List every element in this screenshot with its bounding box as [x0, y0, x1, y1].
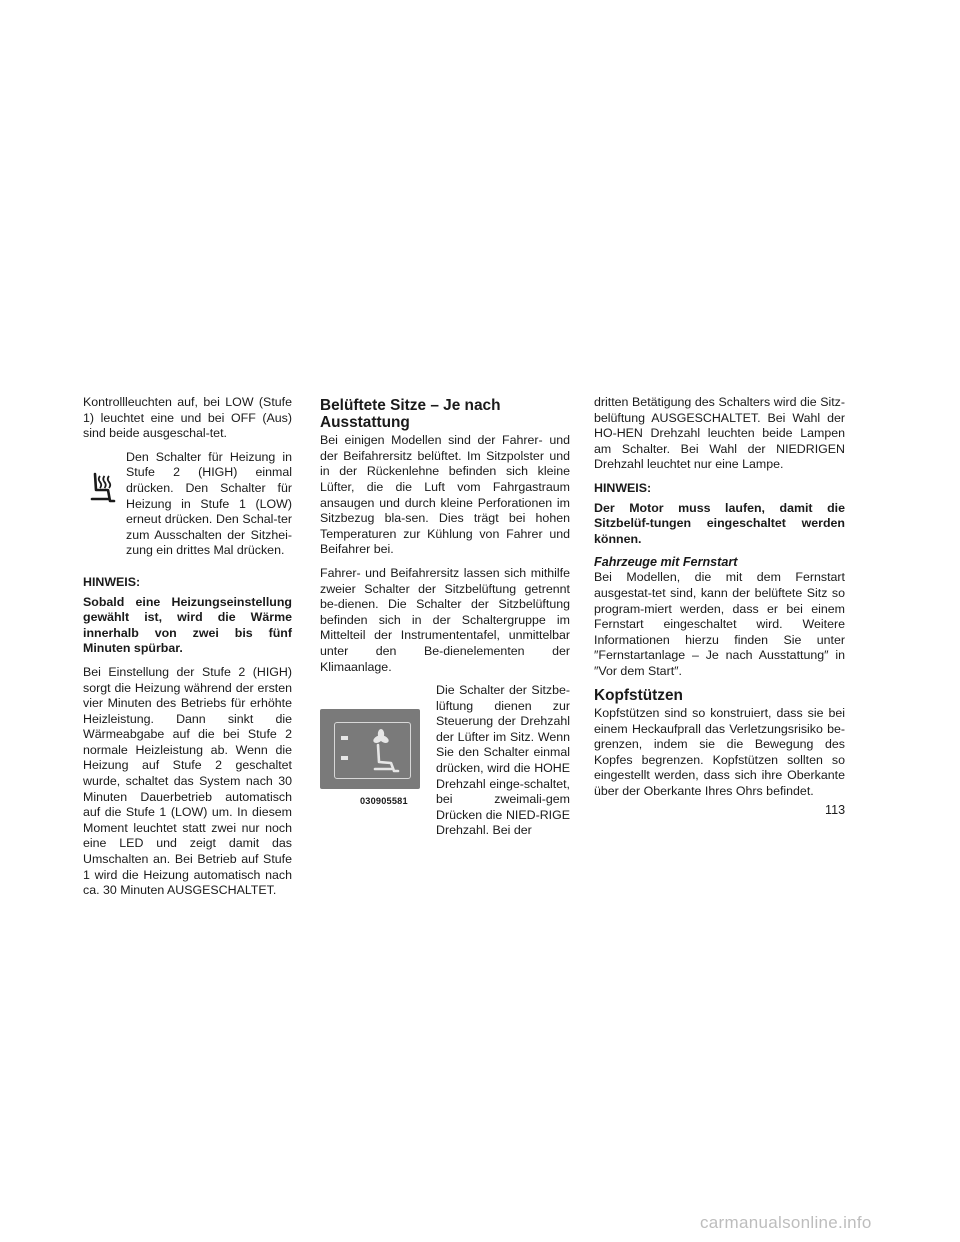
ventilated-seats-paragraph-1: Bei einigen Modellen sind der Fahrer- und der Beifahrersitz belüftet. Im Sitzpolster und in der Rückenlehne befinden sich kleine Lüfter, die die Luft vom Fahrgastraum ansaugen und durch kleine Perforationen im Sitzbezug bla-sen. Dies trägt bei hohen Temperaturen zur Kühlung von Fahrer und Beifahrer bei.: [320, 433, 570, 557]
seat-vent-figure-block: [320, 683, 570, 839]
high-level-paragraph: Bei Einstellung der Stufe 2 (HIGH) sorgt die Heizung während der ersten vier Minuten des Betriebs für erhöhte Heizleistung. Dann sinkt die Wärmeabgabe auf die bei Stufe 2 normale Heizleistung ab. Wenn die Heizung auf Stufe 2 geschaltet wurde, schaltet das System nach 30 Minuten Dauerbetrieb automatisch auf die Stufe 1 (LOW) um. In diesem Moment leuchtet statt zwei nur noch eine LED und zeigt damit das Umschalten an. Bei Betrieb auf Stufe 1 wird die Heizung automatisch nach ca. 30 Minuten AUSGESCHALTET.: [83, 664, 292, 898]
note-text-2: Der Motor muss laufen, damit die Sitzbelüf-tungen eingeschaltet werden können.: [594, 500, 845, 546]
switch-face: [334, 722, 411, 779]
section-heading-head-restraints: Kopfstützen: [594, 686, 683, 704]
seat-vent-text: Die Schalter der Sitzbe-lüftung dienen zur Steuerung der Drehzahl der Lüfter im Sitz. Wenn Sie den Schalter einmal drücken, wird die HOHE Drehzahl einge-schaltet, bei zweimali-gem Drücken die NIED-RIGE Drehzahl. Bei der: [436, 683, 570, 838]
ventilated-seats-paragraph-2: Fahrer- und Beifahrersitz lassen sich mithilfe zweier Schalter der Sitzbelüftung getrennt be-dienen. Die Schalter der Sitzbelüftung befinden sich in der Schaltergruppe im Mittelteil der Instrumententafel, unmittelbar unter den Be-dienelementen der Klimaanlage.: [320, 565, 570, 674]
seat-vent-text-wrap: [426, 683, 570, 839]
note-label-2: HINWEIS:: [594, 480, 652, 495]
heated-seat-icon-wrap: [83, 450, 122, 504]
watermark: carmanualsonline.info: [700, 1213, 872, 1232]
seat-outline-icon: [378, 745, 398, 771]
fan-seat-icon: [335, 723, 410, 778]
seat-vent-figure: [320, 683, 426, 810]
sub-heading-remote-start: Fahrzeuge mit Fernstart: [594, 555, 738, 570]
head-restraints-paragraph: Kopfstützen sind so konstruiert, dass sie bei einem Heckaufprall das Verletzungsrisiko be-grenzen, indem sie die Bewegung des Kopfes begrenzen. Kopfstützen sollten so eingestellt werden, dass sich ihre Oberkante über der Oberkante Ihres Ohrs befindet.: [594, 706, 845, 799]
note-text: Sobald eine Heizungseinstellung gewählt ist, wird die Wärme innerhalb von zwei bis fünf Minuten spürbar.: [83, 594, 292, 656]
column-left: [83, 395, 292, 907]
fan-icon: [372, 729, 390, 745]
seat-vent-switch-icon: [320, 709, 420, 789]
figure-id: 030905581: [360, 796, 408, 807]
note-label: HINWEIS:: [83, 574, 141, 589]
continuation-paragraph: dritten Betätigung des Schalters wird die Sitz-belüftung AUSGESCHALTET. Bei Wahl der HO-HEN Drehzahl leuchten beide Lampen am Schalter. Bei Wahl der NIEDRIGEN Drehzahl leuchtet nur eine Lampe.: [594, 395, 845, 472]
heated-seat-icon: [89, 472, 117, 504]
page-number: 113: [825, 803, 846, 817]
heated-seat-text: Den Schalter für Heizung in Stufe 2 (HIGH) einmal drücken. Den Schalter für Heizung in Stufe 1 (LOW) erneut drücken. Den Schal-ter zum Ausschalten der Sitzhei-zung ein drittes Mal drücken.: [126, 449, 292, 558]
remote-start-paragraph: Bei Modellen, die mit dem Fernstart ausgestat-tet sind, kann der belüftete Sitz so program-miert werden, dass er bei einem Fernstart eingeschaltet wird. Weitere Informationen hierzu finden Sie unter ″Fernstartanlage – Je nach Ausstattung″ in ″Vor dem Start″.: [594, 570, 845, 678]
column-right: [594, 395, 845, 808]
intro-paragraph: Kontrollleuchten auf, bei LOW (Stufe 1) leuchtet eine und bei OFF (Aus) sind beide ausgeschal-tet.: [83, 395, 292, 441]
heated-seat-instruction: [83, 450, 292, 567]
column-middle: [320, 395, 570, 839]
section-heading-ventilated-seats: Belüftete Sitze – Je nach Ausstattung: [320, 397, 501, 431]
